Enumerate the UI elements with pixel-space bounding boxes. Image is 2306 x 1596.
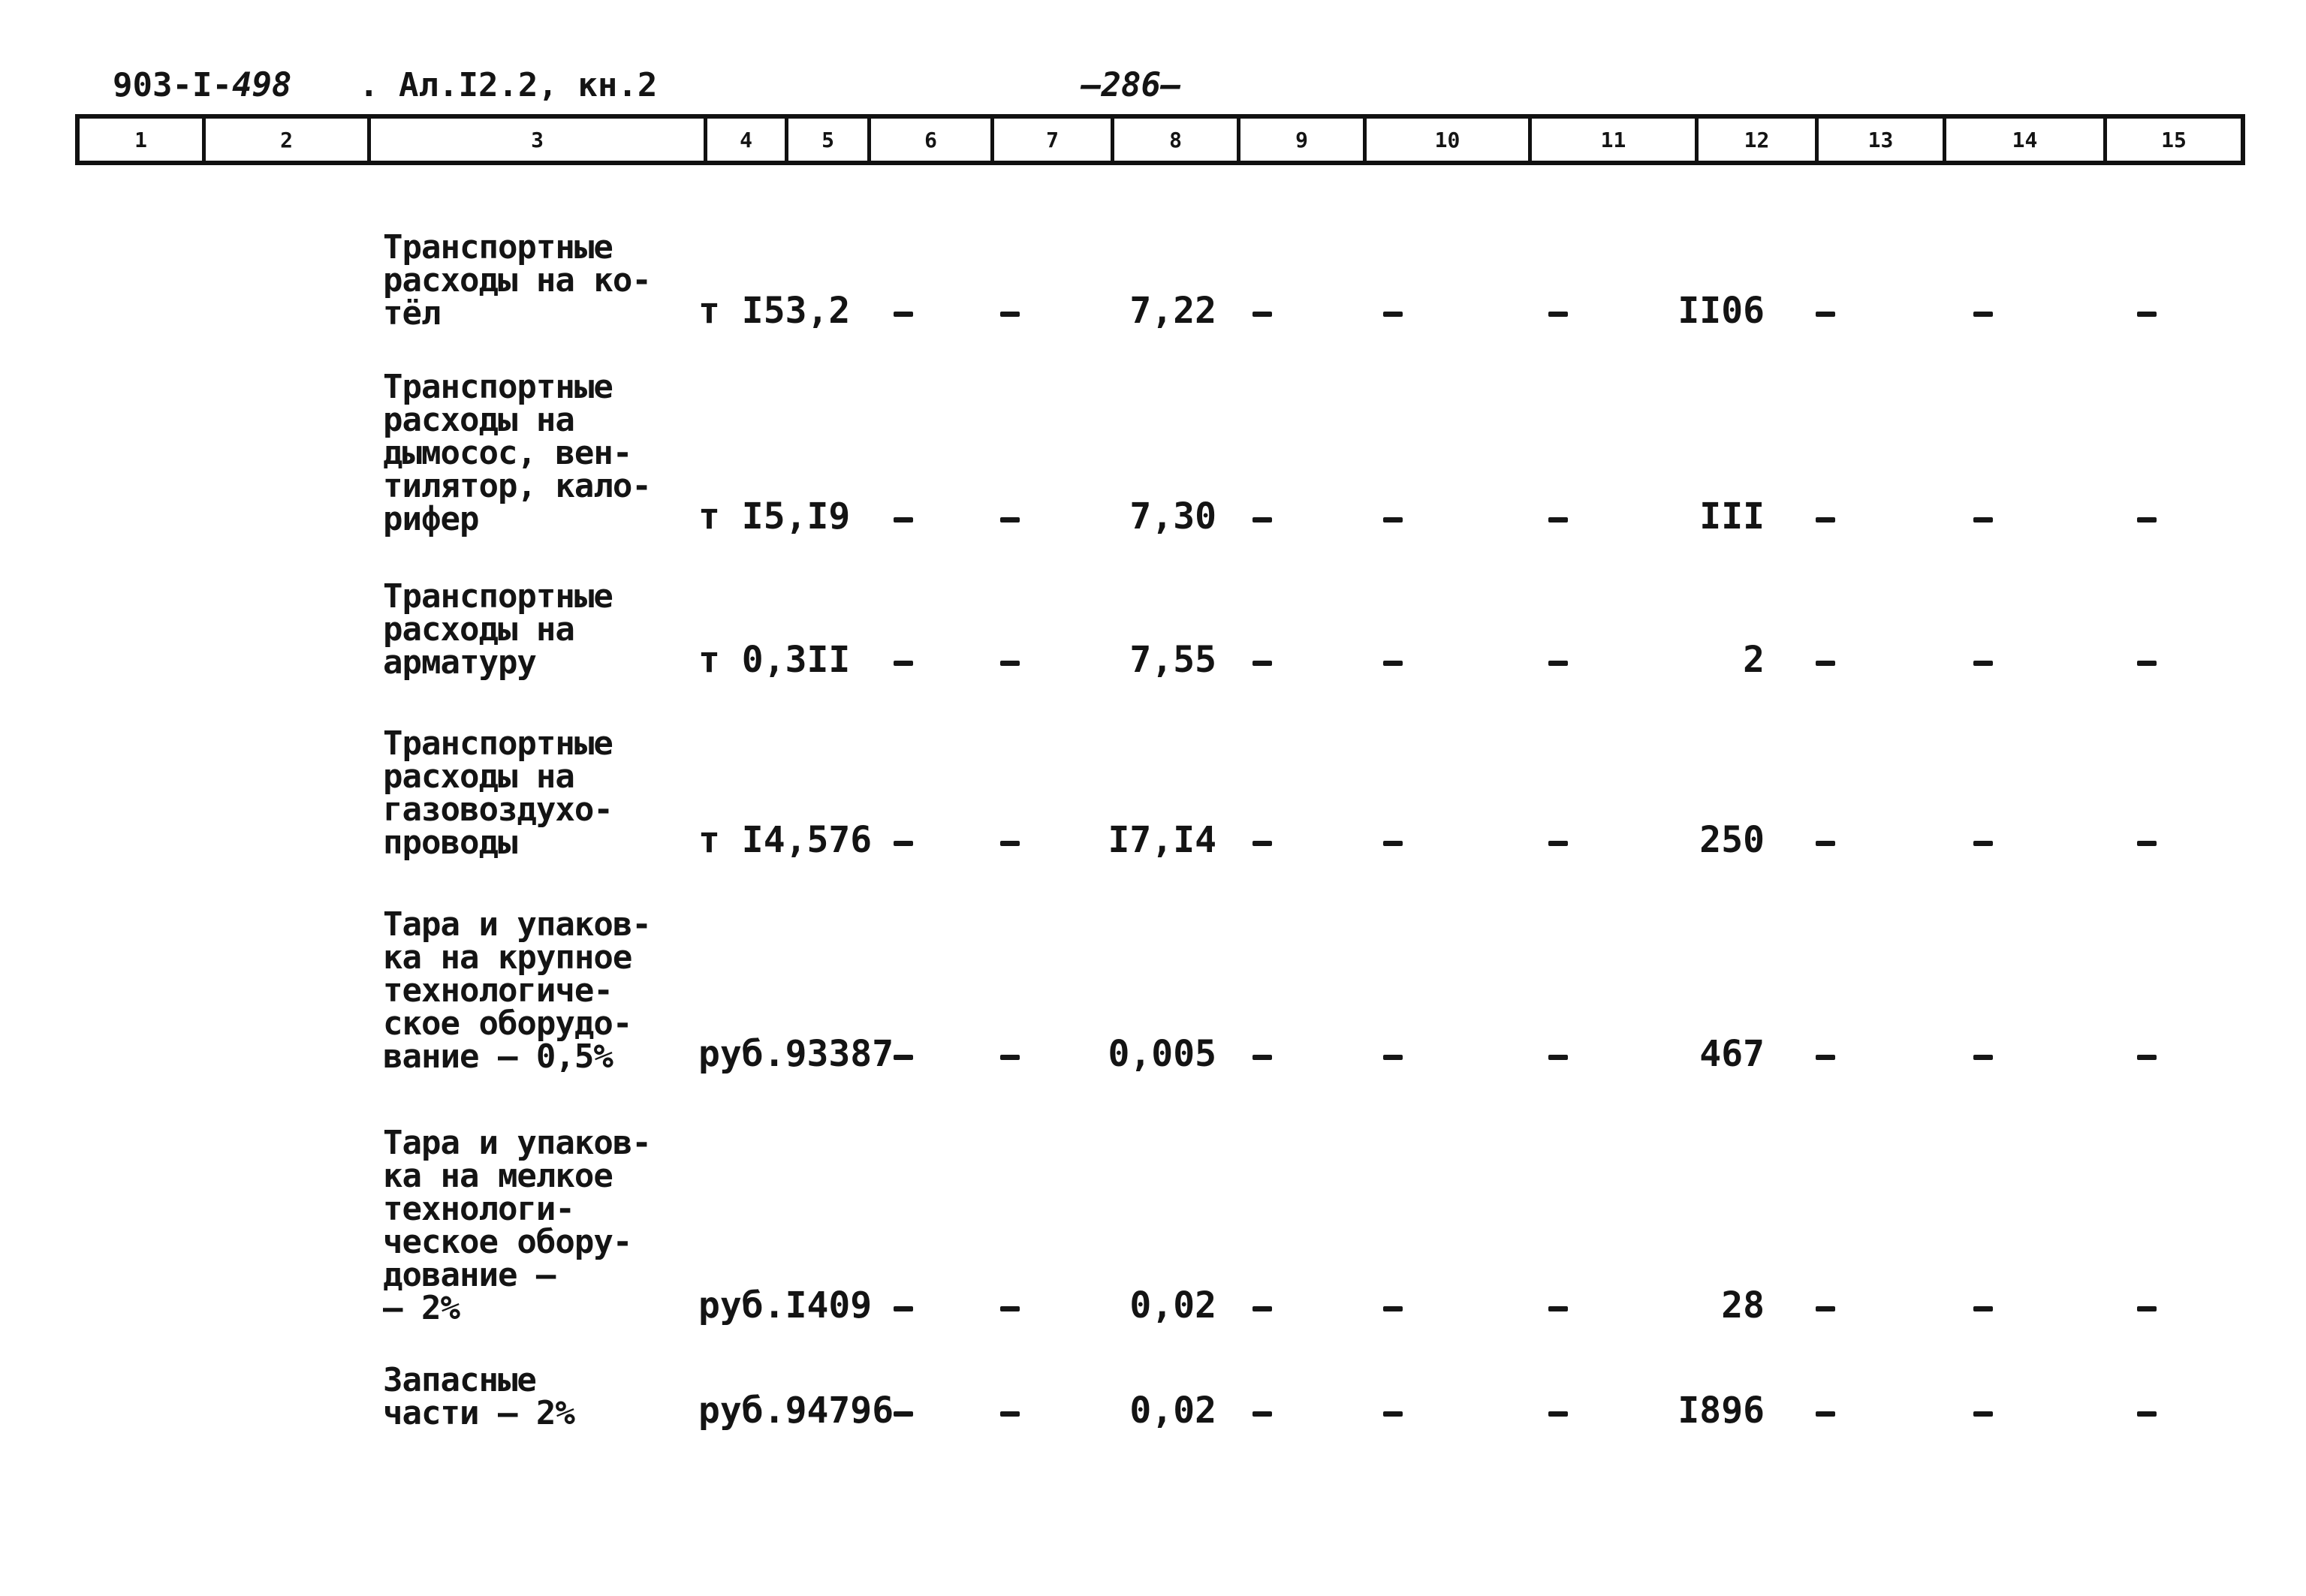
- total-cost: 250: [1699, 819, 1765, 861]
- row-description-line: технологиче-: [383, 971, 613, 1010]
- row-description-line: технологи-: [383, 1190, 574, 1228]
- row-description-line: расходы на: [383, 610, 574, 649]
- unit-cost: 0,005: [1108, 1033, 1216, 1075]
- column-number: 7: [994, 119, 1114, 161]
- column-number: 5: [788, 119, 871, 161]
- unit-cost: 7,55: [1129, 639, 1216, 681]
- row-description-line: проводы: [383, 824, 517, 862]
- row-description-line: расходы на: [383, 757, 574, 796]
- row-description-line: арматуру: [383, 643, 536, 682]
- column-number: 10: [1367, 119, 1532, 161]
- unit-cost: I7,I4: [1108, 819, 1216, 861]
- row-description: [383, 1361, 574, 1432]
- row-description-line: тёл: [383, 294, 441, 333]
- column-number: 3: [371, 119, 707, 161]
- column-number: 14: [1946, 119, 2107, 161]
- unit-quantity: т I53,2: [698, 290, 851, 332]
- total-cost: 467: [1699, 1033, 1765, 1075]
- unit-quantity: т 0,3II: [698, 639, 851, 681]
- column-number: 13: [1819, 119, 1946, 161]
- row-description-line: Транспортные: [383, 577, 613, 616]
- column-number: 11: [1532, 119, 1699, 161]
- row-description-line: Тара и упаков-: [383, 905, 651, 944]
- column-number: 8: [1114, 119, 1240, 161]
- document-reference: . Ал.I2.2, кн.2: [359, 66, 658, 104]
- row-description-line: – 2%: [383, 1289, 460, 1327]
- unit-quantity: т I4,576: [698, 819, 873, 861]
- document-code-prefix: 903-I-: [113, 66, 232, 104]
- row-description-line: тилятор, кало-: [383, 467, 651, 505]
- empty-cell-dash: [2137, 1411, 2157, 1417]
- row-description-line: дымосос, вен-: [383, 434, 632, 472]
- unit-cost: 0,02: [1129, 1284, 1216, 1326]
- total-cost: I896: [1678, 1390, 1765, 1432]
- total-cost: III: [1699, 495, 1765, 538]
- unit-cost: 7,22: [1129, 290, 1216, 332]
- row-description-line: Запасные: [383, 1361, 536, 1399]
- row-description-line: ка на крупное: [383, 938, 632, 977]
- row-description-line: расходы на: [383, 401, 574, 439]
- total-cost: II06: [1678, 290, 1765, 332]
- unit-quantity: руб.93387: [698, 1033, 894, 1075]
- unit-cost: 0,02: [1129, 1390, 1216, 1432]
- row-description-line: части – 2%: [383, 1394, 574, 1432]
- column-number: 4: [707, 119, 788, 161]
- page-number: —286—: [1081, 66, 1181, 104]
- document-code-handwritten: 498: [231, 66, 292, 104]
- empty-cell-dash: [1973, 1411, 1993, 1417]
- empty-cell-dash: [1252, 1411, 1272, 1417]
- row-description-line: рифер: [383, 500, 479, 538]
- total-cost: 28: [1721, 1284, 1765, 1326]
- empty-cell-dash: [1383, 1411, 1403, 1417]
- column-number: 12: [1699, 119, 1819, 161]
- row-description-line: Транспортные: [383, 368, 613, 406]
- row-description-line: расходы на ко-: [383, 261, 651, 300]
- column-number: 1: [80, 119, 206, 161]
- row-description-line: ческое обору-: [383, 1223, 632, 1261]
- row-description-line: газовоздухо-: [383, 790, 613, 829]
- row-description-line: ка на мелкое: [383, 1157, 613, 1195]
- empty-cell-dash: [1000, 1411, 1020, 1417]
- row-description-line: ское оборудо-: [383, 1004, 632, 1043]
- row-description-line: Транспортные: [383, 724, 613, 763]
- row-description-line: Транспортные: [383, 228, 613, 267]
- column-number: 9: [1240, 119, 1367, 161]
- column-number: 6: [871, 119, 994, 161]
- unit-cost: 7,30: [1129, 495, 1216, 538]
- total-cost: 2: [1743, 639, 1765, 681]
- row-description-line: Тара и упаков-: [383, 1124, 651, 1162]
- row-description-line: дование –: [383, 1256, 556, 1294]
- empty-cell-dash: [1816, 1411, 1835, 1417]
- empty-cell-dash: [894, 1411, 913, 1417]
- empty-cell-dash: [1548, 1411, 1568, 1417]
- column-number: 15: [2161, 127, 2187, 152]
- row-description-line: вание – 0,5%: [383, 1037, 613, 1076]
- unit-quantity: руб.94796: [698, 1390, 894, 1432]
- unit-quantity: т I5,I9: [698, 495, 851, 538]
- unit-quantity: руб.I409: [698, 1284, 873, 1326]
- column-number: 2: [206, 119, 371, 161]
